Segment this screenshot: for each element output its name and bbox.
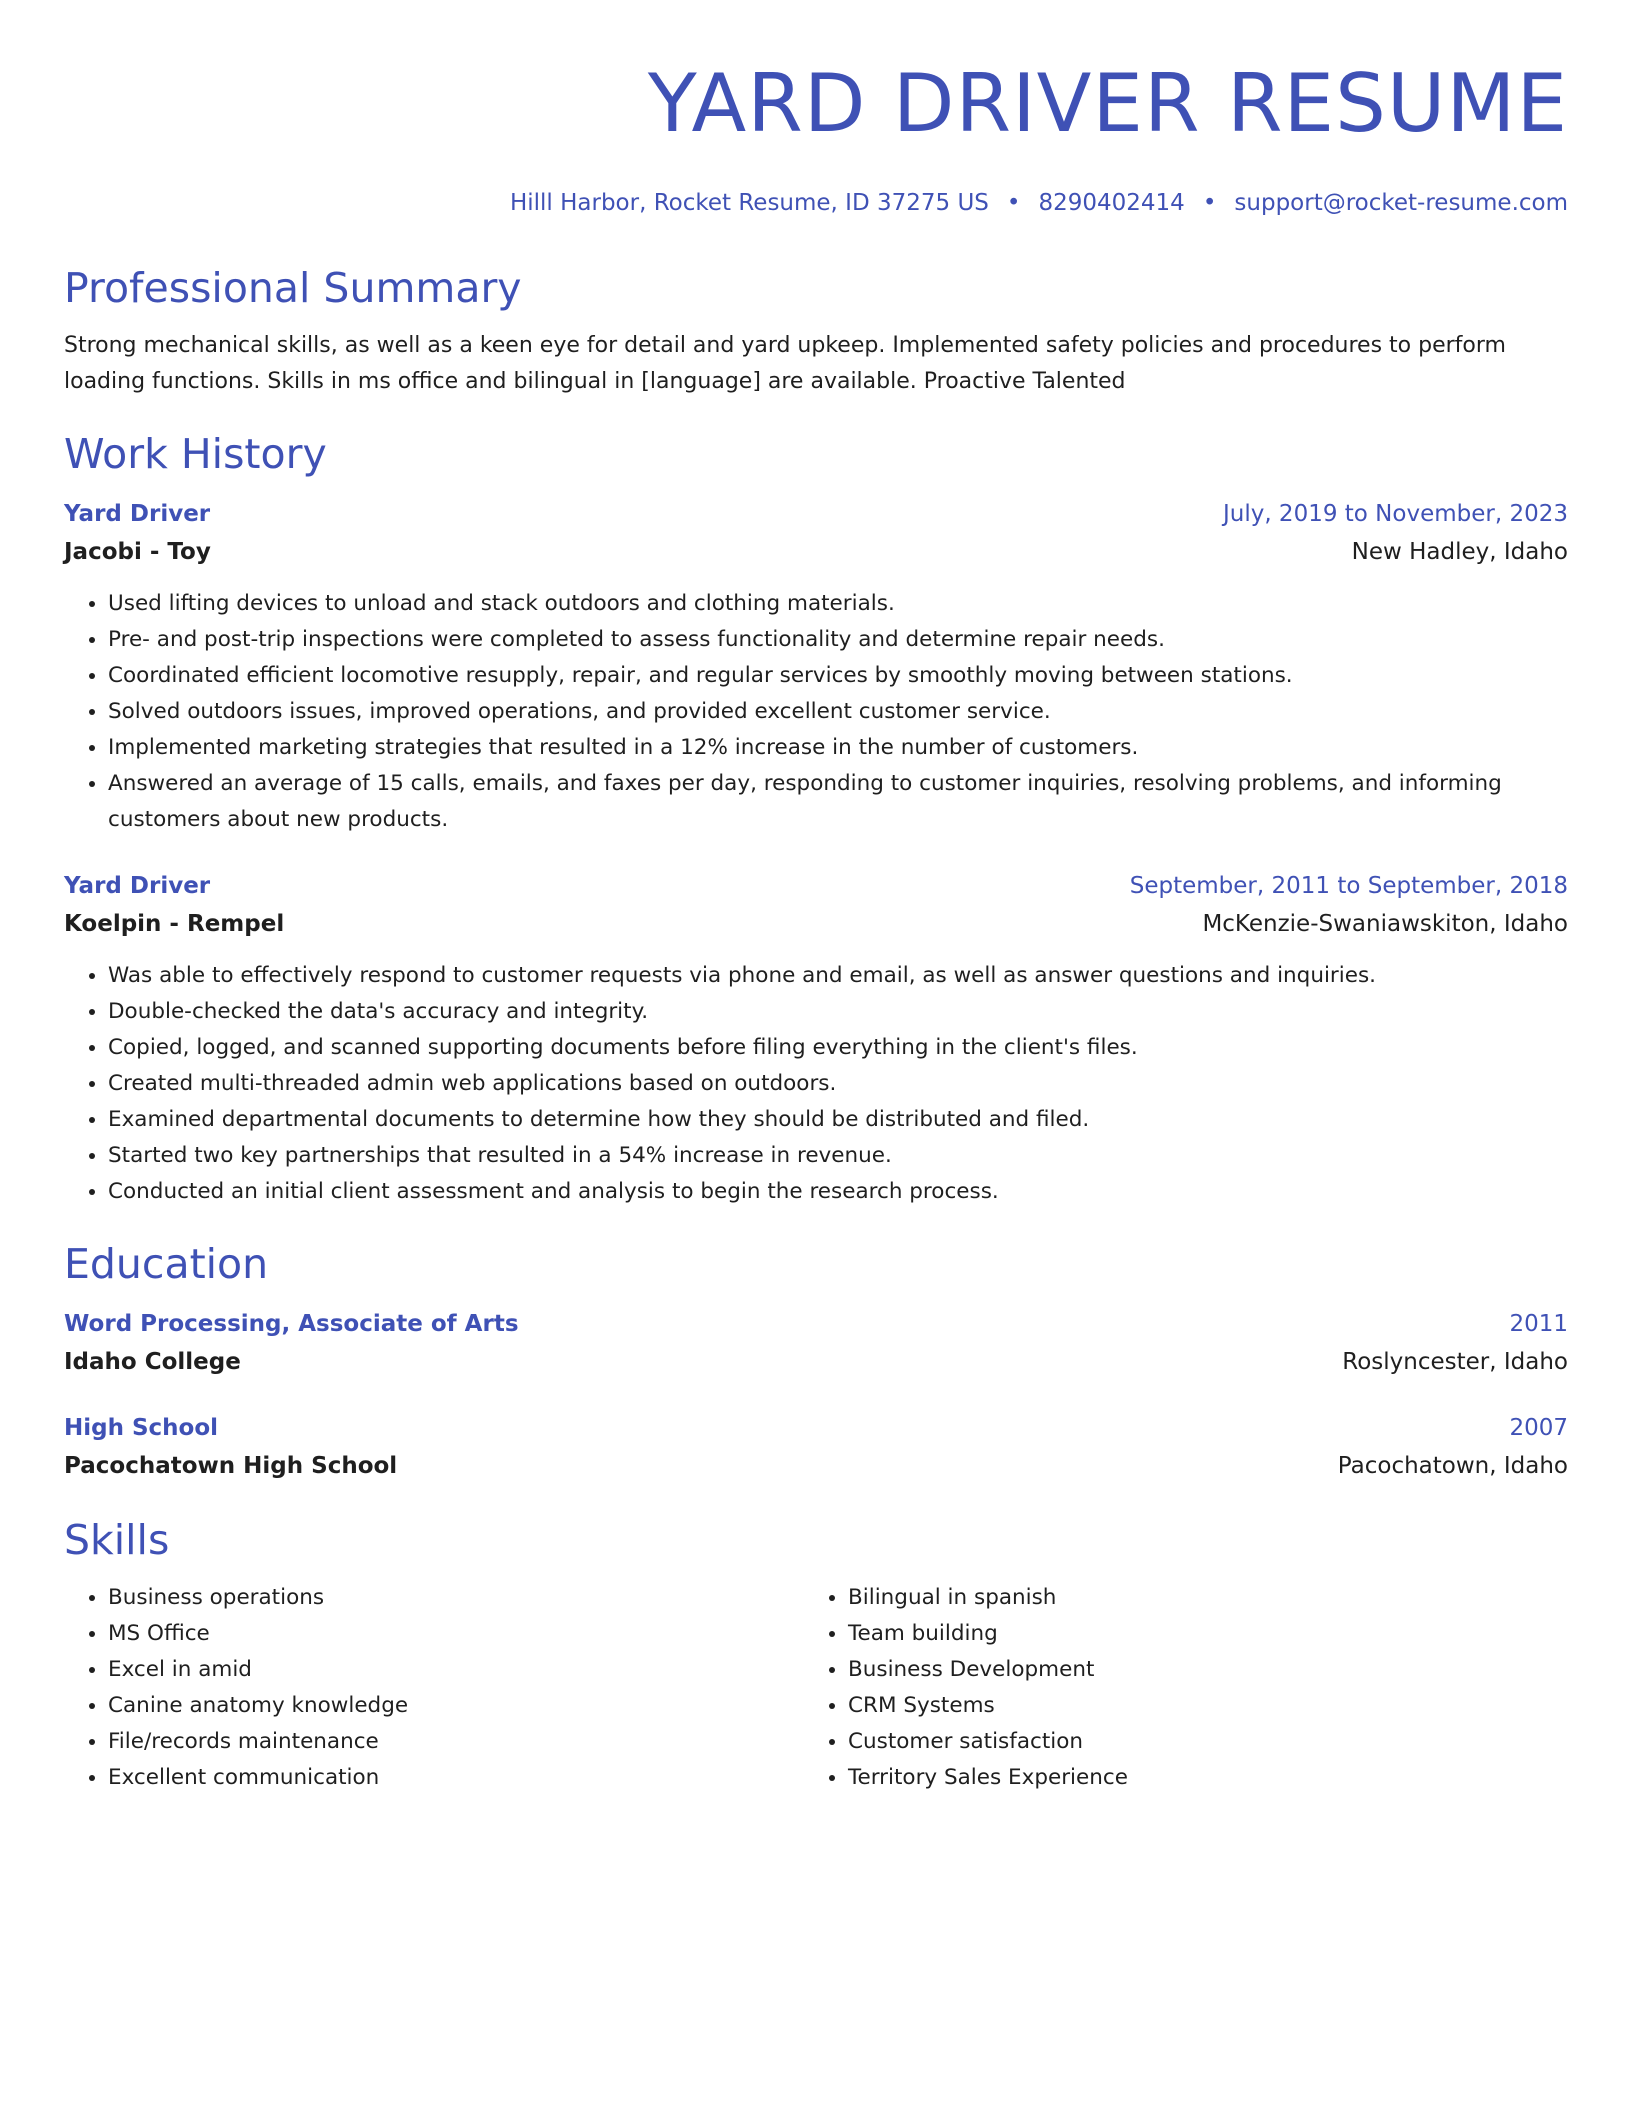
education-school: Idaho College bbox=[64, 1349, 241, 1375]
job-header-row bbox=[64, 868, 1568, 904]
skills-grid bbox=[64, 1580, 1568, 1796]
education-entry bbox=[64, 1306, 1568, 1382]
education-degree: High School bbox=[64, 1415, 219, 1441]
skill-item: • Excellent communication bbox=[108, 1760, 804, 1796]
contact-phone: 8290402414 bbox=[1038, 190, 1185, 216]
education-header-row bbox=[64, 1306, 1568, 1342]
job-bullet: • Coordinated efficient locomotive resupply, repair, and regular services by smoothly moving between stations. bbox=[108, 658, 1568, 694]
skill-item: • Excel in amid bbox=[108, 1652, 804, 1688]
job-bullet: • Pre- and post-trip inspections were completed to assess functionality and determine repair needs. bbox=[108, 622, 1568, 658]
skills-list bbox=[64, 1580, 804, 1796]
section-title-work-history: Work History bbox=[64, 430, 327, 478]
skill-item: • Business Development bbox=[848, 1652, 1544, 1688]
education-degree: Word Processing, Associate of Arts bbox=[64, 1311, 519, 1337]
job-location: New Hadley, Idaho bbox=[1351, 539, 1568, 565]
job-bullet: • Conducted an initial client assessment and analysis to begin the research process. bbox=[108, 1174, 1568, 1210]
job-bullet: • Examined departmental documents to determine how they should be distributed and filed. bbox=[108, 1102, 1568, 1138]
summary-text: Strong mechanical skills, as well as a keen eye for detail and yard upkeep. Implemented safety policies and procedures to perform loading functions. Skills in ms office and bilingual in [language] are available. Proactive Talented bbox=[64, 333, 1506, 394]
education-school: Pacochatown High School bbox=[64, 1453, 398, 1479]
contact-email: support@rocket-resume.com bbox=[1234, 190, 1568, 216]
job-bullet: • Created multi-threaded admin web applications based on outdoors. bbox=[108, 1066, 1568, 1102]
job-bullet: • Started two key partnerships that resulted in a 54% increase in revenue. bbox=[108, 1138, 1568, 1174]
job-company-row bbox=[64, 532, 1568, 572]
job-bullet: • Solved outdoors issues, improved operations, and provided excellent customer service. bbox=[108, 694, 1568, 730]
education-location: Pacochatown, Idaho bbox=[1337, 1453, 1568, 1479]
skill-item: • CRM Systems bbox=[848, 1688, 1544, 1724]
skill-item: • Canine anatomy knowledge bbox=[108, 1688, 804, 1724]
skill-item: • File/records maintenance bbox=[108, 1724, 804, 1760]
skill-item: • Territory Sales Experience bbox=[848, 1760, 1544, 1796]
section-title-summary: Professional Summary bbox=[64, 264, 522, 312]
job-bullet: • Used lifting devices to unload and stack outdoors and clothing materials. bbox=[108, 586, 1568, 622]
section-title-skills: Skills bbox=[64, 1516, 170, 1564]
skill-item: • Customer satisfaction bbox=[848, 1724, 1544, 1760]
job-title: Yard Driver bbox=[64, 501, 211, 527]
education-year: 2007 bbox=[1509, 1415, 1568, 1441]
job-company-row bbox=[64, 904, 1568, 944]
education-header-row bbox=[64, 1410, 1568, 1446]
job-bullet: • Double-checked the data's accuracy and integrity. bbox=[108, 994, 1568, 1030]
job-bullet: • Implemented marketing strategies that resulted in a 12% increase in the number of customers. bbox=[108, 730, 1568, 766]
job-bullet-list bbox=[64, 586, 1568, 838]
skills-column-left bbox=[64, 1580, 804, 1796]
job-dates: July, 2019 to November, 2023 bbox=[1222, 501, 1568, 527]
job-header-row bbox=[64, 496, 1568, 532]
skills-list bbox=[804, 1580, 1544, 1796]
section-title-education: Education bbox=[64, 1240, 269, 1288]
contact-separator: • bbox=[1006, 190, 1021, 216]
contact-address: Hilll Harbor, Rocket Resume, ID 37275 US bbox=[509, 190, 989, 216]
skill-item: • Business operations bbox=[108, 1580, 804, 1616]
job-bullet: • Copied, logged, and scanned supporting documents before filing everything in the client's files. bbox=[108, 1030, 1568, 1066]
skill-item: • MS Office bbox=[108, 1616, 804, 1652]
job-company: Koelpin - Rempel bbox=[64, 911, 285, 937]
education-location: Roslyncester, Idaho bbox=[1342, 1349, 1568, 1375]
education-year: 2011 bbox=[1509, 1311, 1568, 1337]
job-bullet: • Was able to effectively respond to customer requests via phone and email, as well as answer questions and inquiries. bbox=[108, 958, 1568, 994]
job-entry bbox=[64, 868, 1568, 1210]
job-company: Jacobi - Toy bbox=[64, 539, 211, 565]
education-school-row bbox=[64, 1446, 1568, 1486]
resume-title: YARD DRIVER RESUME bbox=[647, 57, 1568, 150]
job-location: McKenzie-Swaniawskiton, Idaho bbox=[1202, 911, 1568, 937]
job-bullet-list bbox=[64, 958, 1568, 1210]
job-bullet: • Answered an average of 15 calls, emails, and faxes per day, responding to customer inquiries, resolving problems, and informing customers about new products. bbox=[108, 766, 1568, 838]
skill-item: • Team building bbox=[848, 1616, 1544, 1652]
job-title: Yard Driver bbox=[64, 873, 211, 899]
education-entry bbox=[64, 1410, 1568, 1486]
job-entry bbox=[64, 496, 1568, 838]
education-school-row bbox=[64, 1342, 1568, 1382]
skills-column-right bbox=[804, 1580, 1544, 1796]
job-dates: September, 2011 to September, 2018 bbox=[1129, 873, 1568, 899]
skill-item: • Bilingual in spanish bbox=[848, 1580, 1544, 1616]
contact-separator: • bbox=[1202, 190, 1217, 216]
contact-line bbox=[64, 186, 1568, 220]
